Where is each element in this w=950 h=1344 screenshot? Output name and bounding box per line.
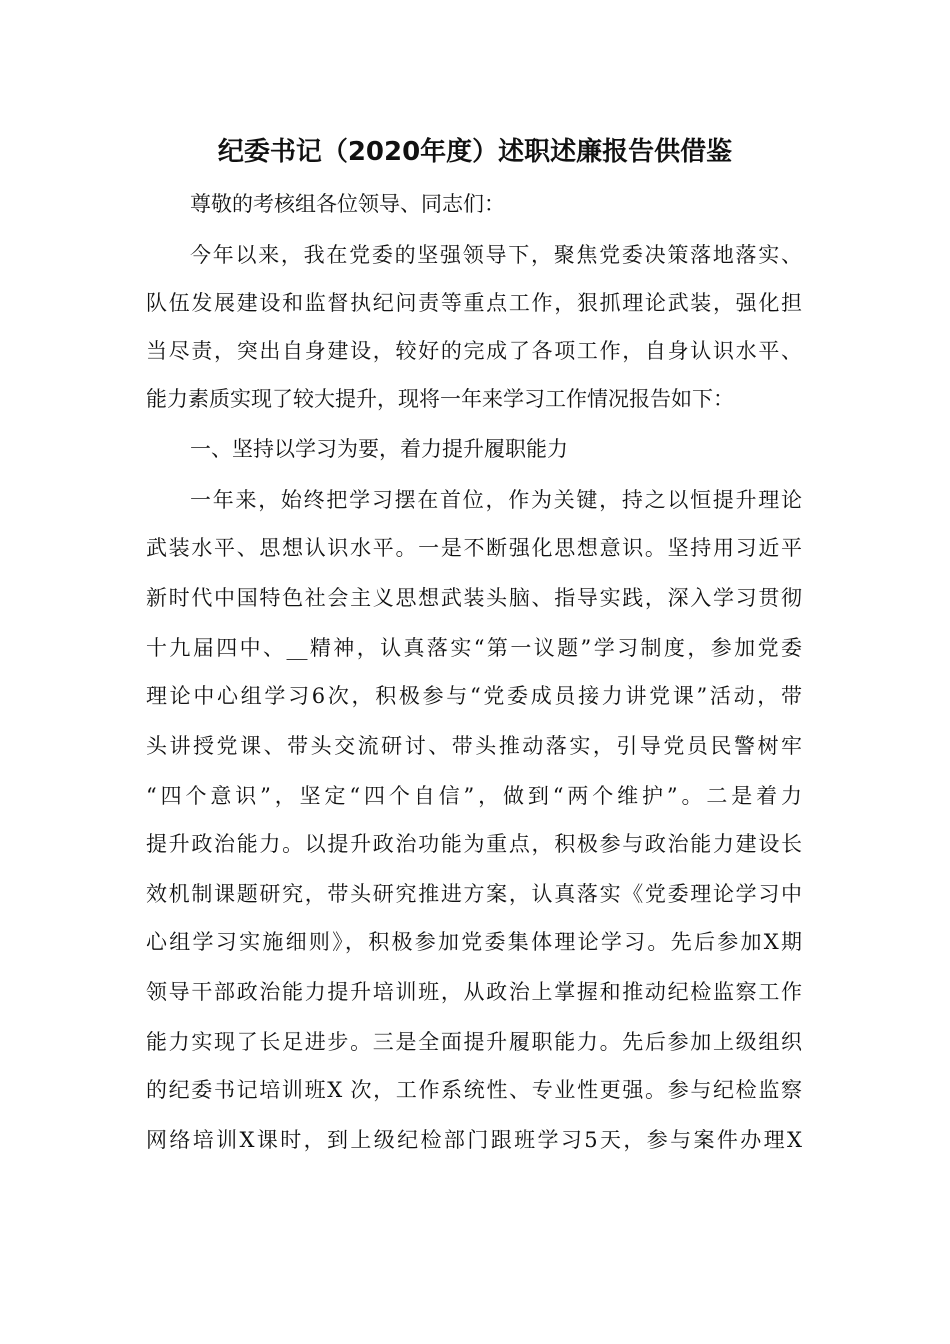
paragraph-line: 能力实现了长足进步。三是全面提升履职能力。先后参加上级组织 [146,1030,802,1054]
paragraph-line: 队伍发展建设和监督执纪问责等重点工作，狠抓理论武装，强化担 [146,291,802,315]
paragraph-line: 效机制课题研究，带头研究推进方案，认真落实《党委理论学习中 [146,882,802,906]
paragraph-line: 当尽责，突出自身建设，较好的完成了各项工作，自身认识水平、 [146,339,802,363]
paragraph-line: 网络培训X课时，到上级纪检部门跟班学习5天，参与案件办理X [146,1128,802,1152]
section-heading: 一、坚持以学习为要，着力提升履职能力 [190,437,568,461]
paragraph-line: 提升政治能力。以提升政治功能为重点，积极参与政治能力建设长 [146,832,802,856]
paragraph-line: 新时代中国特色社会主义思想武装头脑、指导实践，深入学习贯彻 [146,586,802,610]
paragraph-line: 领导干部政治能力提升培训班，从政治上掌握和推动纪检监察工作 [146,980,802,1004]
paragraph-line: 武装水平、思想认识水平。一是不断强化思想意识。坚持用习近平 [146,536,802,560]
paragraph-line: 十九届四中、__精神，认真落实“第一议题”学习制度，参加党委 [146,636,802,660]
paragraph-line: 一年来，始终把学习摆在首位，作为关键，持之以恒提升理论 [190,488,802,512]
paragraph-line: 心组学习实施细则》，积极参加党委集体理论学习。先后参加X期 [146,930,802,954]
salutation-line: 尊敬的考核组各位领导、同志们： [190,192,505,216]
paragraph-line: 头讲授党课、带头交流研讨、带头推动落实，引导党员民警树牢 [146,734,802,758]
paragraph-line: 的纪委书记培训班X 次，工作系统性、专业性更强。参与纪检监察 [146,1078,802,1102]
paragraph-line: “四个意识”，坚定“四个自信”，做到“两个维护”。二是着力 [146,784,802,808]
document-title: 纪委书记（2020年度）述职述廉报告供借鉴 [217,137,733,167]
paragraph-line: 理论中心组学习6次，积极参与“党委成员接力讲党课”活动，带 [146,684,802,708]
paragraph-line: 能力素质实现了较大提升，现将一年来学习工作情况报告如下： [146,387,734,411]
paragraph-line: 今年以来，我在党委的坚强领导下，聚焦党委决策落地落实、 [190,243,802,267]
